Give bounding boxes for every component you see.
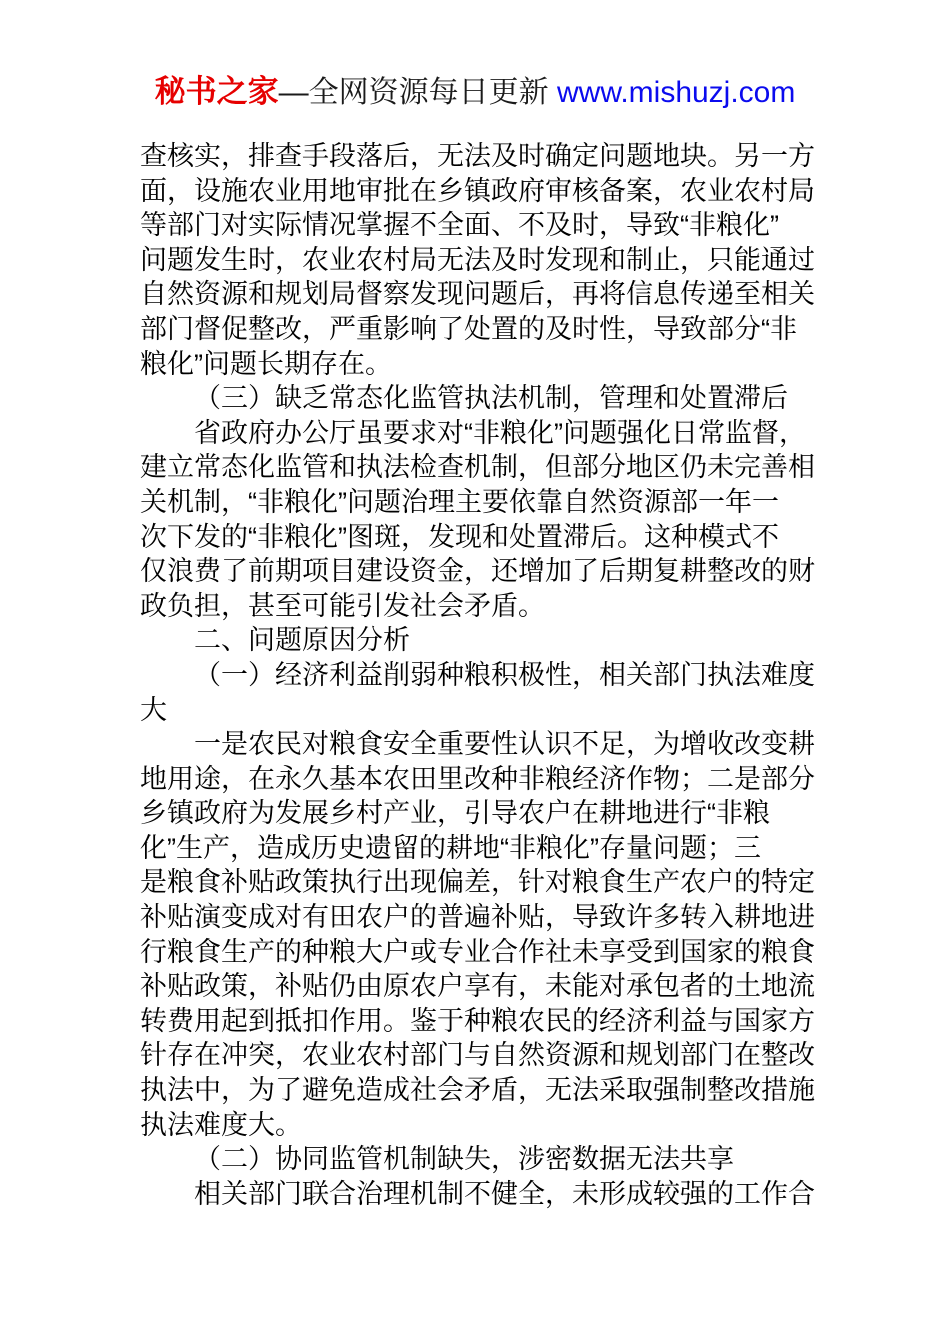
site-tagline: —全网资源每日更新 [278,76,557,109]
text-line: 相关部门联合治理机制不健全，未形成较强的工作合 [194,1178,815,1209]
text-line: 自然资源和规划局督察发现问题后，再将信息传递至相关 [140,279,815,310]
text-line: 转费用起到抵扣作用。鉴于种粮农民的经济利益与国家方 [140,1005,815,1036]
text-line: 行粮食生产的种粮大户或专业合作社未享受到国家的粮食 [140,936,815,967]
text-line: 一是农民对粮食安全重要性认识不足，为增收改变耕 [194,729,815,760]
site-header [0,72,950,113]
text-line: 二、问题原因分析 [194,625,410,656]
text-line: 次下发的“非粮化”图斑，发现和处置滞后。这种模式不 [140,521,779,552]
text-line: 执法难度大。 [140,1109,302,1140]
text-line: 乡镇政府为发展乡村产业，引导农户在耕地进行“非粮 [140,798,770,829]
text-line: 关机制，“非粮化”问题治理主要依靠自然资源部一年一 [140,486,779,517]
text-line: 粮化”问题长期存在。 [140,348,392,379]
text-line: 执法中，为了避免造成社会矛盾，无法采取强制整改措施 [140,1075,815,1106]
text-line: （二）协同监管机制缺失，涉密数据无法共享 [194,1144,734,1175]
text-line: 问题发生时，农业农村局无法及时发现和制止，只能通过 [140,244,815,275]
text-line: 查核实，排查手段落后，无法及时确定问题地块。另一方 [140,141,815,171]
text-line: 针存在冲突，农业农村部门与自然资源和规划部门在整改 [140,1040,815,1071]
text-line: 等部门对实际情况掌握不全面、不及时，导致“非粮化” [140,210,779,241]
text-line: 补贴演变成对有田农户的普遍补贴，导致许多转入耕地进 [140,902,815,933]
text-line: 化”生产，造成历史遗留的耕地“非粮化”存量问题；三 [140,832,761,863]
text-line: （一）经济利益削弱种粮积极性，相关部门执法难度 [194,659,815,690]
text-line: 部门督促整改，严重影响了处置的及时性，导致部分“非 [140,313,797,344]
text-line: 仅浪费了前期项目建设资金，还增加了后期复耕整改的财 [140,556,815,587]
text-line: 政负担，甚至可能引发社会矛盾。 [140,590,545,621]
text-line: （三）缺乏常态化监管执法机制，管理和处置滞后 [194,383,788,414]
text-line: 是粮食补贴政策执行出现偏差，针对粮食生产农户的特定 [140,867,815,898]
text-line: 省政府办公厅虽要求对“非粮化”问题强化日常监督， [194,417,806,448]
text-line: 大 [140,694,167,725]
site-url-link[interactable]: www.mishuzj.com [556,76,796,109]
text-line: 补贴政策，补贴仍由原农户享有，未能对承包者的土地流 [140,971,815,1002]
document-body [140,139,816,1211]
text-line: 地用途，在永久基本农田里改种非粮经济作物；二是部分 [140,763,815,794]
text-line: 建立常态化监管和执法检查机制，但部分地区仍未完善相 [140,452,815,483]
site-name: 秘书之家 [154,74,279,109]
text-line: 面，设施农业用地审批在乡镇政府审核备案，农业农村局 [140,175,815,206]
